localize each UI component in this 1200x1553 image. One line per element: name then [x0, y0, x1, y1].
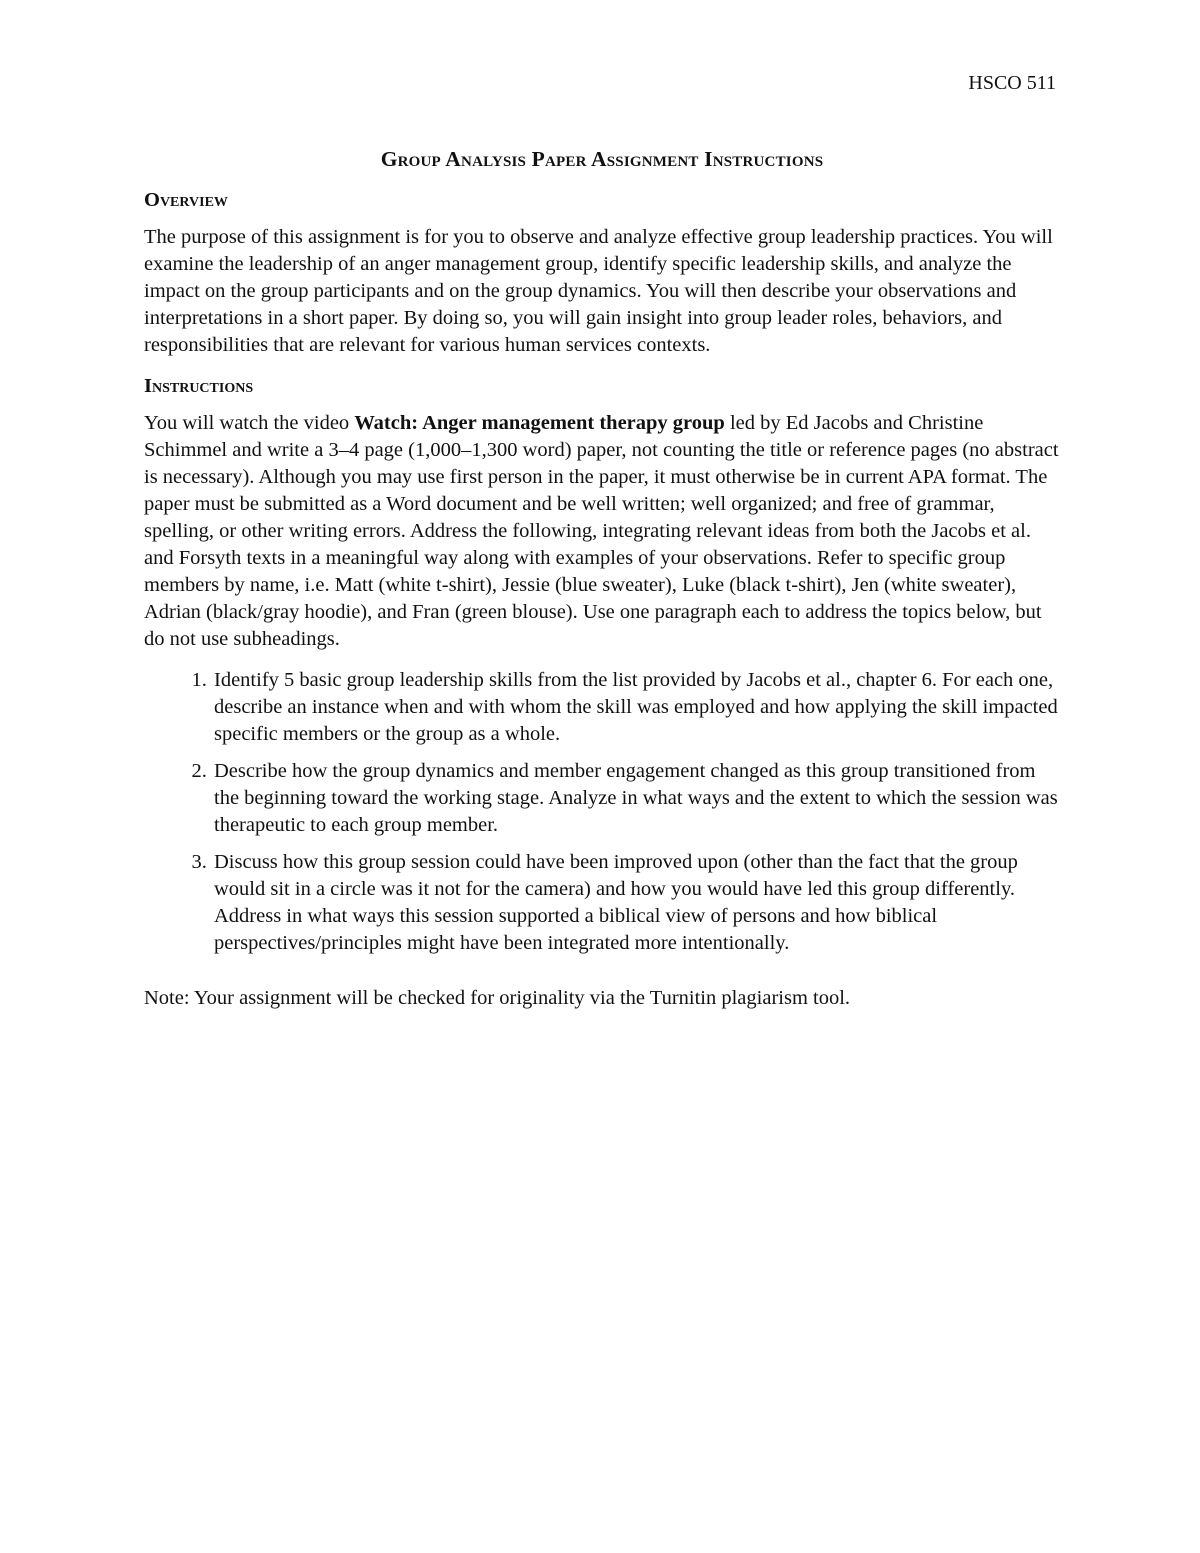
list-item: 3. Discuss how this group session could have been improved upon (other than the fact that the group would sit in a circle was it not for the camera) and how you would have led this group differently. Address in what ways this session supported a biblical view of persons and how biblical perspectives/principles might have been integrated more intentionally.: [212, 849, 1060, 957]
originality-note: Note: Your assignment will be checked for originality via the Turnitin plagiarism tool.: [144, 987, 851, 1009]
video-title: Watch: Anger management therapy group: [354, 412, 725, 434]
document-body: [144, 145, 1060, 1012]
overview-heading: Overview: [144, 189, 228, 211]
instructions-intro-after: led by Ed Jacobs and Christine Schimmel and write a 3–4 page (1,000–1,300 word) paper, not counting the title or reference pages (no abstract is necessary). Although you may use first person in the paper, it must otherwise be in current APA format. The paper must be submitted as a Word document and be well written; well organized; and free of grammar, spelling, or other writing errors. Address the following, integrating relevant ideas from both the Jacobs et al. and Forsyth texts in a meaningful way along with examples of your observations. Refer to specific group members by name, i.e. Matt (white t-shirt), Jessie (blue sweater), Luke (black t-shirt), Jen (white sweater), Adrian (black/gray hoodie), and Fran (green blouse). Use one paragraph each to address the topics below, but do not use subheadings.: [144, 412, 1059, 650]
instructions-intro-before: You will watch the video: [144, 412, 355, 434]
course-code: HSCO 511: [968, 72, 1056, 94]
instructions-heading: Instructions: [144, 375, 254, 397]
list-item: 1. Identify 5 basic group leadership skills from the list provided by Jacobs et al., chapter 6. For each one, describe an instance when and with whom the skill was employed and how applying the skill impacted specific members or the group as a whole.: [212, 667, 1060, 748]
topics-list: [144, 667, 1060, 957]
page-title: Group Analysis Paper Assignment Instructions: [380, 147, 824, 171]
list-item: 2. Describe how the group dynamics and member engagement changed as this group transitioned from the beginning toward the working stage. Analyze in what ways and the extent to which the session was therapeutic to each group member.: [212, 758, 1060, 839]
overview-paragraph: The purpose of this assignment is for you to observe and analyze effective group leadership practices. You will examine the leadership of an anger management group, identify specific leadership skills, and analyze the impact on the group participants and on the group dynamics. You will then describe your observations and interpretations in a short paper. By doing so, you will gain insight into group leader roles, behaviors, and responsibilities that are relevant for various human services contexts.: [144, 226, 1053, 356]
instructions-paragraph: [144, 410, 1060, 653]
